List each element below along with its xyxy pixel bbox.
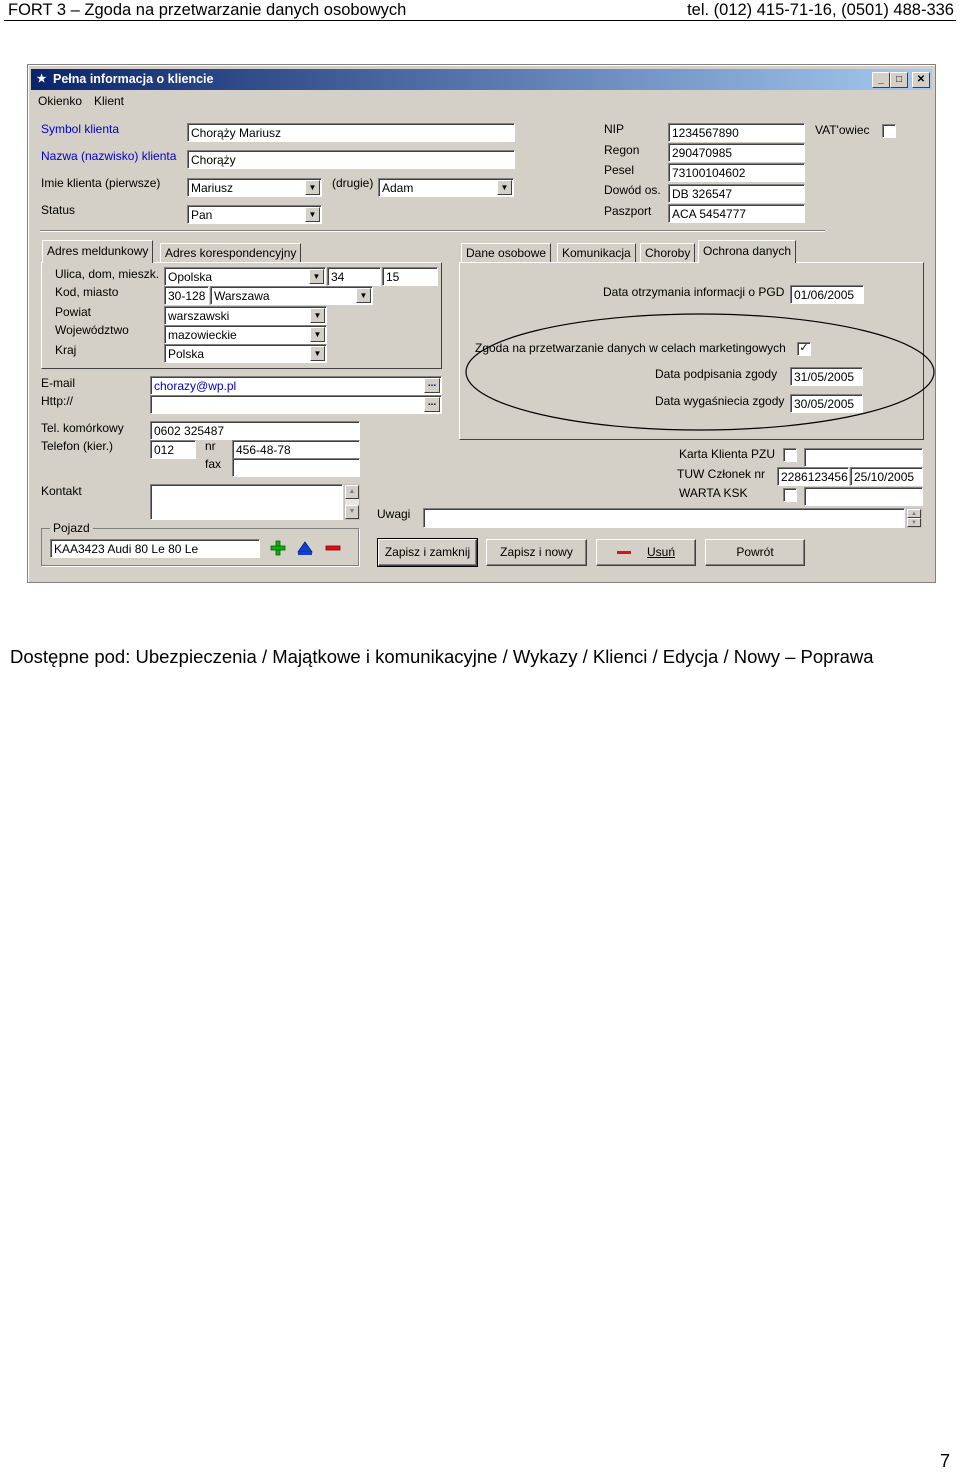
pesel-field[interactable]: 73100104602 [668, 163, 805, 182]
warta-checkbox[interactable] [783, 488, 797, 502]
save-close-button[interactable]: Zapisz i zamknij [378, 539, 477, 566]
house-number-field[interactable]: 34 [327, 267, 381, 286]
kontakt-label: Kontakt [41, 484, 82, 498]
tab-choroby[interactable]: Choroby [640, 243, 695, 263]
scroll-down-icon[interactable]: ▼ [345, 505, 359, 519]
warta-label: WARTA KSK [679, 486, 748, 500]
regon-label: Regon [604, 143, 640, 157]
first-name-select[interactable] [187, 178, 322, 197]
document-header-title: FORT 3 – Zgoda na przetwarzanie danych osobowych [8, 1, 407, 19]
phone-label: Telefon (kier.) [41, 439, 114, 453]
menu-klient[interactable]: Klient [94, 94, 125, 108]
name-label: Nazwa (nazwisko) klienta [41, 149, 177, 163]
pgd-label: Data otrzymania informacji o PGD [603, 285, 785, 299]
nr-label: nr [205, 439, 216, 453]
client-info-window [27, 64, 936, 583]
notes-scrollbar[interactable] [906, 508, 922, 528]
second-name-select[interactable] [378, 178, 514, 197]
chevron-down-icon[interactable]: ▼ [310, 308, 325, 323]
delete-button[interactable] [596, 539, 696, 566]
warta-field[interactable] [804, 487, 923, 506]
street-label: Ulica, dom, mieszk. [55, 267, 160, 281]
tuw-number-field[interactable]: 2286123456 [777, 467, 849, 486]
page-number: 7 [939, 1451, 950, 1471]
county-label: Powiat [55, 305, 92, 319]
window-title: Pełna informacja o kliencie [53, 72, 214, 86]
scroll-up-icon[interactable]: ▲ [345, 485, 359, 499]
maximize-icon[interactable]: □ [890, 72, 908, 88]
status-label: Status [41, 203, 76, 217]
consent-checkbox[interactable]: ✓ [797, 342, 811, 356]
vat-checkbox[interactable] [882, 124, 896, 138]
signed-date-field[interactable]: 31/05/2005 [790, 367, 863, 386]
tuw-date-field[interactable]: 25/10/2005 [850, 467, 923, 486]
pzu-field[interactable] [804, 448, 923, 467]
http-label: Http:// [41, 394, 74, 408]
vehicle-field[interactable]: KAA3423 Audi 80 Le 80 Le [50, 539, 260, 558]
remove-vehicle-icon[interactable] [324, 539, 342, 557]
http-field[interactable] [150, 395, 442, 414]
email-field[interactable] [150, 376, 442, 395]
dowod-label: Dowód os. [604, 183, 661, 197]
country-select[interactable] [164, 344, 327, 363]
flat-number-field[interactable]: 15 [382, 267, 438, 286]
street-value: Opolska [168, 270, 213, 284]
city-select[interactable] [210, 286, 373, 305]
voivodeship-select[interactable] [164, 325, 327, 344]
pzu-label: Karta Klienta PZU [679, 447, 776, 461]
chevron-down-icon[interactable]: ▼ [305, 180, 320, 195]
status-value: Pan [191, 208, 213, 222]
symbol-label: Symbol klienta [41, 122, 120, 136]
country-value: Polska [168, 347, 205, 361]
consent-label: Zgoda na przetwarzanie danych w celach marketingowych [475, 341, 786, 355]
city-label: Kod, miasto [55, 285, 119, 299]
app-icon: ★ [36, 73, 47, 85]
kontakt-scrollbar[interactable] [344, 484, 360, 520]
name-field[interactable]: Chorąży [187, 150, 515, 169]
nip-field[interactable]: 1234567890 [668, 123, 805, 142]
email-label: E-mail [41, 376, 76, 390]
vehicle-group-label: Pojazd [50, 521, 93, 535]
edit-vehicle-icon[interactable] [296, 539, 314, 557]
add-vehicle-icon[interactable] [269, 539, 287, 557]
chevron-down-icon[interactable]: ▼ [310, 346, 325, 361]
fax-label: fax [205, 457, 222, 471]
more-icon[interactable]: ... [424, 378, 440, 393]
menu-okienko[interactable]: Okienko [38, 94, 83, 108]
paszport-field[interactable]: ACA 5454777 [668, 204, 805, 223]
city-value: Warszawa [214, 289, 270, 303]
window-titlebar [31, 69, 932, 90]
tab-adres-korespondencyjny[interactable]: Adres korespondencyjny [160, 243, 301, 263]
header-rule [4, 20, 956, 21]
chevron-down-icon[interactable]: ▼ [310, 327, 325, 342]
phone-prefix-field[interactable]: 012 [150, 440, 196, 459]
pesel-label: Pesel [604, 163, 635, 177]
regon-field[interactable]: 290470985 [668, 143, 805, 162]
pzu-checkbox[interactable] [783, 448, 797, 462]
back-button[interactable]: Powrót [705, 539, 805, 566]
pgd-date-field[interactable]: 01/06/2005 [790, 285, 864, 304]
postal-code-field[interactable]: 30-128 [164, 286, 209, 305]
scroll-down-icon[interactable]: ▼ [907, 518, 921, 527]
county-select[interactable] [164, 306, 327, 325]
chevron-down-icon[interactable]: ▼ [309, 269, 324, 284]
street-select[interactable] [164, 267, 326, 286]
second-name-value: Adam [382, 181, 414, 195]
kontakt-textarea[interactable] [150, 484, 343, 520]
highlight-ellipse [462, 309, 940, 435]
minus-icon [617, 551, 631, 554]
save-new-button[interactable]: Zapisz i nowy [486, 539, 587, 566]
second-name-label: (drugie) [332, 176, 374, 190]
section-divider [40, 230, 825, 232]
phone-number-field[interactable]: 456-48-78 [232, 440, 360, 459]
notes-label: Uwagi [377, 507, 411, 521]
notes-field[interactable] [423, 508, 905, 528]
status-select[interactable] [187, 205, 322, 224]
symbol-field[interactable]: Chorąży Mariusz [187, 123, 515, 142]
voivodeship-label: Województwo [55, 323, 129, 337]
voivodeship-value: mazowieckie [168, 328, 237, 342]
first-name-label: Imie klienta (pierwsze) [41, 176, 161, 190]
chevron-down-icon[interactable]: ▼ [356, 288, 371, 303]
tuw-label: TUW Członek nr [677, 467, 766, 481]
vat-label: VAT'owiec [815, 123, 870, 137]
country-label: Kraj [55, 343, 77, 357]
chevron-down-icon[interactable]: ▼ [497, 180, 512, 195]
dowod-field[interactable]: DB 326547 [668, 184, 805, 203]
mobile-field[interactable]: 0602 325487 [150, 421, 360, 440]
menu-path-caption: Dostępne pod: Ubezpieczenia / Majątkowe i komunikacyjne / Wykazy / Klienci / Edycja / Nowy – Poprawa [10, 646, 874, 667]
paszport-label: Paszport [604, 204, 652, 218]
first-name-value: Mariusz [191, 181, 234, 195]
delete-button-label: Usuń [646, 545, 675, 559]
more-icon[interactable]: ... [424, 397, 440, 412]
tab-ochrona-danych[interactable]: Ochrona danych [698, 240, 796, 263]
minimize-icon[interactable]: _ [872, 72, 890, 88]
mobile-label: Tel. komórkowy [41, 421, 124, 435]
email-value: chorazy@wp.pl [154, 379, 237, 393]
expiry-date-field[interactable]: 30/05/2005 [790, 394, 863, 413]
tab-adres-meldunkowy[interactable]: Adres meldunkowy [42, 240, 153, 263]
tab-dane-osobowe[interactable]: Dane osobowe [461, 243, 551, 263]
close-icon[interactable]: ✕ [912, 72, 930, 88]
county-value: warszawski [168, 309, 230, 323]
nip-label: NIP [604, 122, 625, 136]
tab-komunikacja[interactable]: Komunikacja [557, 243, 636, 263]
expiry-date-label: Data wygaśniecia zgody [655, 394, 785, 408]
signed-date-label: Data podpisania zgody [655, 367, 778, 381]
scroll-up-icon[interactable]: ▲ [907, 509, 921, 518]
fax-field[interactable] [232, 458, 360, 477]
document-header-phone: tel. (012) 415-71-16, (0501) 488-336 [687, 1, 954, 19]
chevron-down-icon[interactable]: ▼ [305, 207, 320, 222]
